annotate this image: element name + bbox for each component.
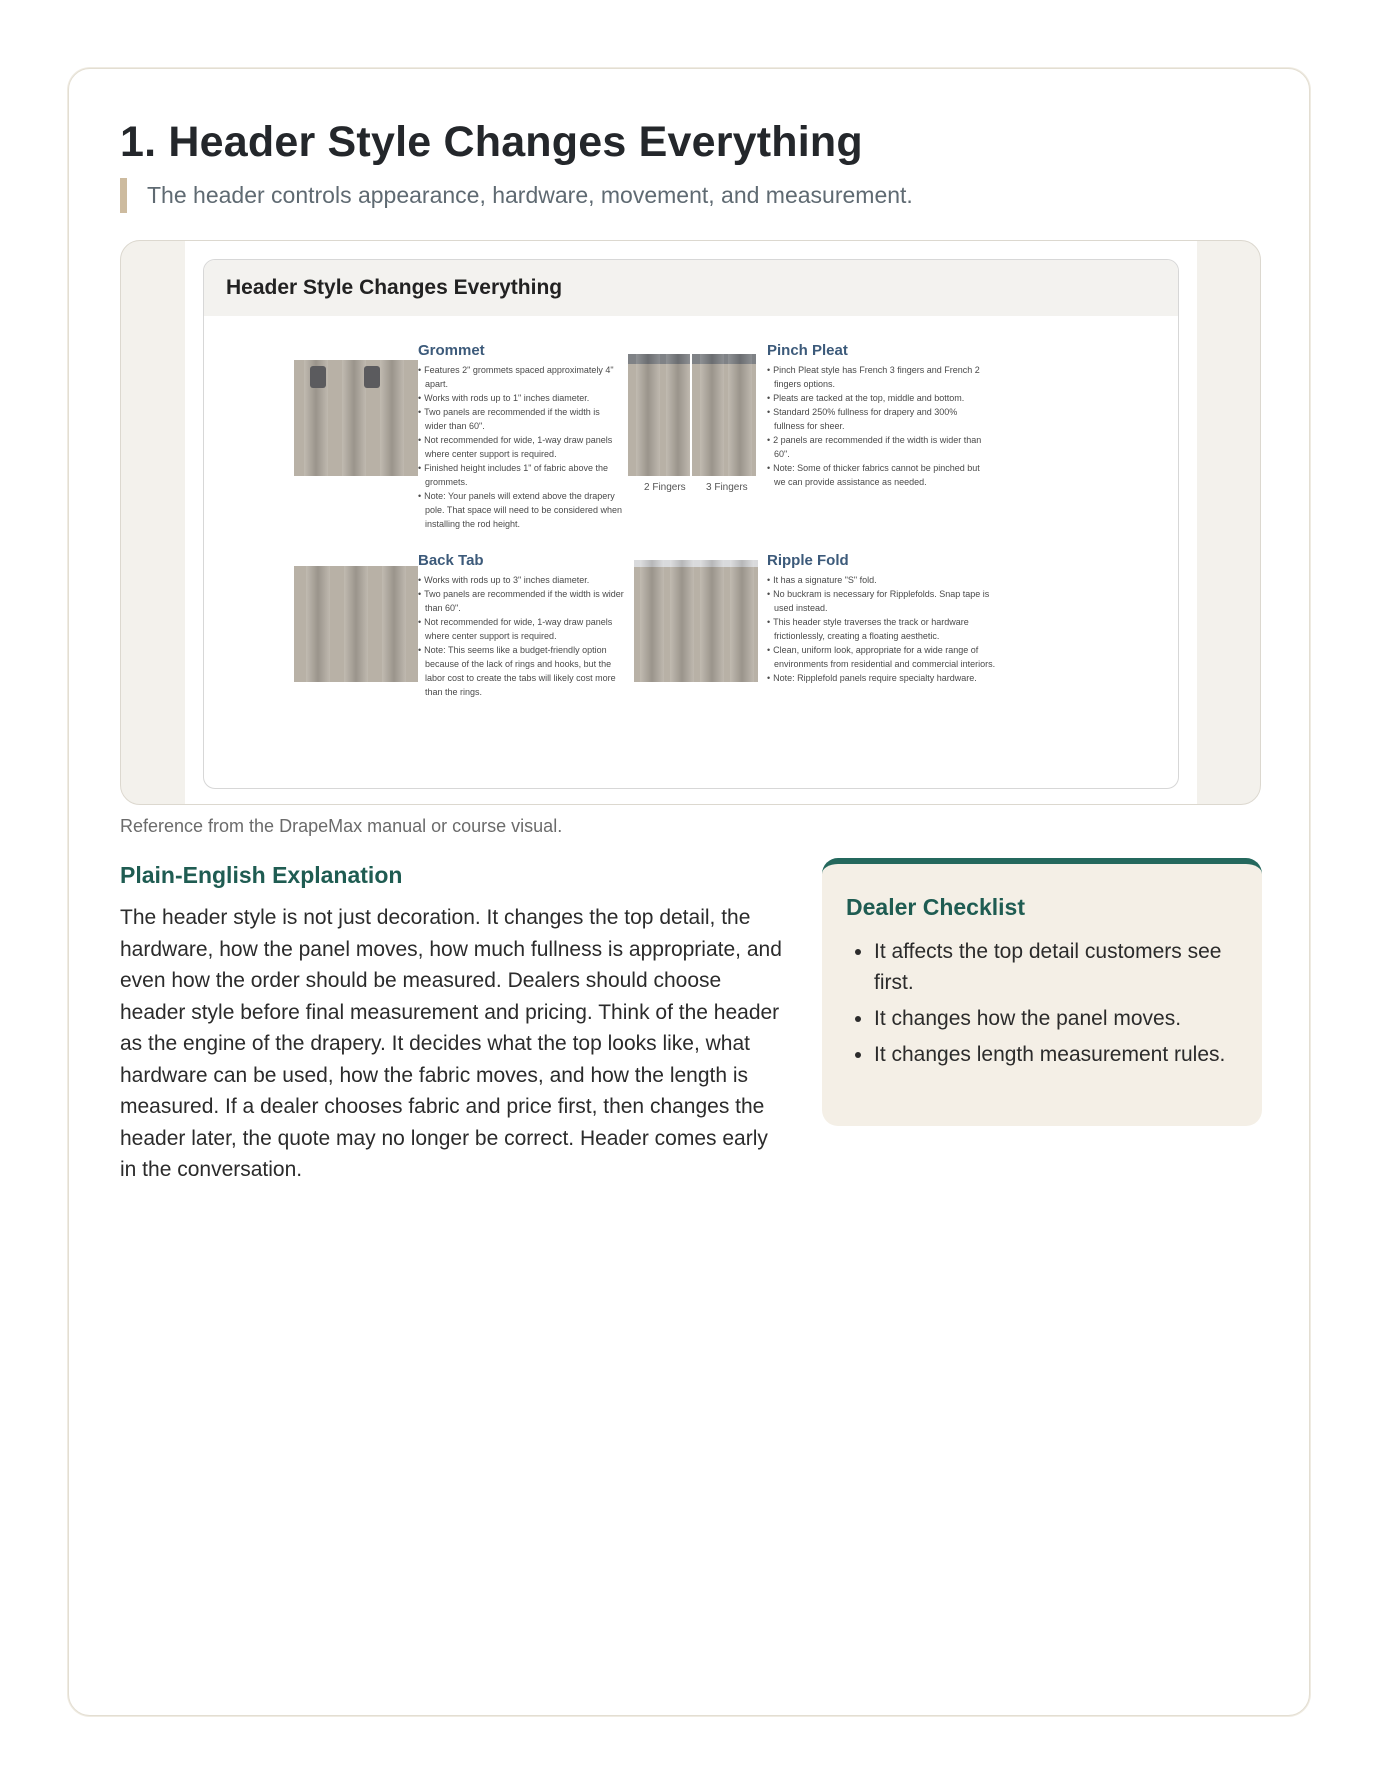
pinch-pleat-label-3-fingers: 3 Fingers — [706, 482, 748, 493]
pinch-pleat-description — [767, 342, 982, 489]
list-item: • This header style traverses the track or hardware frictionlessly, creating a floating aesthetic. — [767, 615, 997, 643]
figure-caption: Reference from the DrapeMax manual or course visual. — [120, 816, 563, 836]
back-tab-bullets — [418, 573, 630, 699]
list-item: • 2 panels are recommended if the width is wider than 60". — [767, 433, 982, 461]
list-item: • Note: This seems like a budget-friendly option because of the lack of rings and hooks, but the labor cost to create the tabs will likely cost more than the rings. — [418, 643, 630, 699]
list-item: • Clean, uniform look, appropriate for a wide range of environments from residential and commercial interiors. — [767, 643, 997, 671]
list-item: • Works with rods up to 1" inches diameter. — [418, 391, 623, 405]
reference-slide — [203, 259, 1179, 789]
list-item: • Finished height includes 1" of fabric above the grommets. — [418, 461, 623, 489]
grommet-description — [418, 342, 623, 531]
list-item: • Not recommended for wide, 1-way draw panels where center support is required. — [418, 615, 630, 643]
slide-header — [204, 260, 1178, 316]
grommet-curtain-image — [294, 360, 418, 476]
ripple-fold-title: Ripple Fold — [767, 552, 849, 569]
pinch-pleat-label-2-fingers: 2 Fingers — [644, 482, 686, 493]
ripple-fold-curtain-image — [634, 560, 758, 682]
pinch-pleat-curtain-image — [628, 354, 756, 476]
page-subtitle: The header controls appearance, hardware, movement, and measurement. — [147, 182, 913, 208]
back-tab-title: Back Tab — [418, 552, 484, 569]
list-item: • Features 2" grommets spaced approximately 4" apart. — [418, 363, 623, 391]
ripple-fold-description — [767, 552, 997, 685]
list-item: • Pleats are tacked at the top, middle and bottom. — [767, 391, 982, 405]
pinch-pleat-title: Pinch Pleat — [767, 342, 848, 359]
list-item: • No buckram is necessary for Ripplefolds. Snap tape is used instead. — [767, 587, 997, 615]
dealer-checklist — [822, 858, 1262, 1126]
checklist-items — [852, 936, 1232, 1075]
list-item: • Note: Ripplefold panels require specialty hardware. — [767, 671, 997, 685]
ripple-fold-bullets — [767, 573, 997, 685]
subtitle-accent-bar — [120, 178, 127, 213]
grommet-bullets — [418, 363, 623, 531]
list-item: • It affects the top detail customers see first. — [874, 936, 1232, 998]
list-item: • Standard 250% fullness for drapery and 300% fullness for sheer. — [767, 405, 982, 433]
list-item: • It has a signature "S" fold. — [767, 573, 997, 587]
back-tab-curtain-image — [294, 566, 418, 682]
grommet-title: Grommet — [418, 342, 485, 359]
list-item: • Pinch Pleat style has French 3 fingers and French 2 fingers options. — [767, 363, 982, 391]
reference-figure — [120, 240, 1261, 805]
list-item: • Note: Some of thicker fabrics cannot be pinched but we can provide assistance as needed. — [767, 461, 982, 489]
explanation-heading: Plain-English Explanation — [120, 862, 403, 888]
list-item: • Two panels are recommended if the width is wider than 60". — [418, 405, 623, 433]
slide-title: Header Style Changes Everything — [226, 276, 563, 299]
list-item: • It changes length measurement rules. — [874, 1039, 1232, 1070]
page-title: 1. Header Style Changes Everything — [120, 118, 863, 166]
list-item: • It changes how the panel moves. — [874, 1003, 1232, 1034]
back-tab-description — [418, 552, 630, 699]
list-item: • Works with rods up to 3" inches diameter. — [418, 573, 630, 587]
checklist-title: Dealer Checklist — [846, 894, 1025, 920]
list-item: • Note: Your panels will extend above the drapery pole. That space will need to be considered when installing the rod height. — [418, 489, 623, 531]
explanation-text: The header style is not just decoration. It changes the top detail, the hardware, how the panel moves, how much fullness is appropriate, and even how the order should be measured. Dealers should choose header style before final measurement and pricing. Think of the header as the engine of the drapery. It decides what the top looks like, what hardware can be used, how the fabric moves, and how the length is measured. If a dealer chooses fabric and price first, then changes the header later, the quote may no longer be correct. Header comes early in the conversation. — [120, 906, 782, 1181]
list-item: • Not recommended for wide, 1-way draw panels where center support is required. — [418, 433, 623, 461]
list-item: • Two panels are recommended if the width is wider than 60". — [418, 587, 630, 615]
pinch-pleat-bullets — [767, 363, 982, 489]
figure-image-area — [185, 241, 1197, 805]
